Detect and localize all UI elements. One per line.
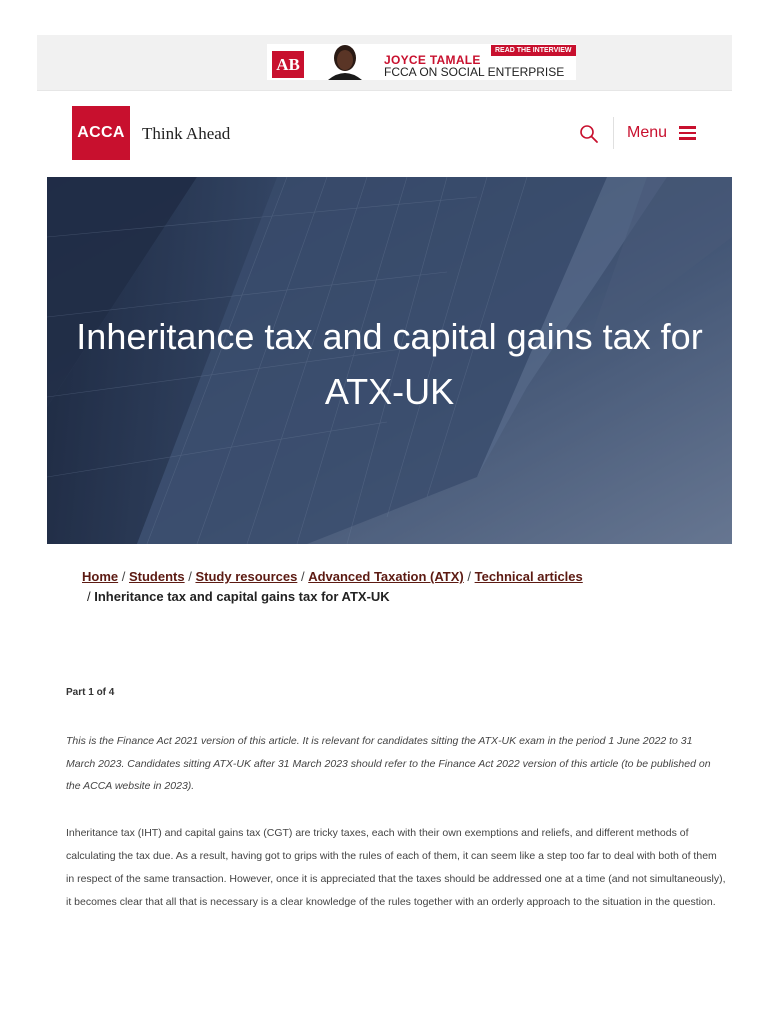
- hero-banner: [47, 177, 732, 544]
- site-header: [37, 90, 732, 177]
- breadcrumb-current-label: Inheritance tax and capital gains tax for ATX-UK: [94, 589, 390, 604]
- breadcrumb-separator: /: [121, 569, 129, 584]
- ad-subtitle: FCCA ON SOCIAL ENTERPRISE: [384, 65, 565, 79]
- breadcrumb-separator: /: [467, 569, 475, 584]
- ad-portrait: [322, 44, 368, 80]
- menu-label: Menu: [627, 124, 668, 141]
- article-paragraph: Inheritance tax (IHT) and capital gains tax (CGT) are tricky taxes, each with their own exemptions and reliefs, and different methods of calculating the tax due. As a result, having got to grips with the rules of each of them, it can seem like a step too far to deal with both of them in respect of the same transaction. However, once it is appreciated that the taxes should be addressed one at a time (and not simultaneously), it becomes clear that all that is necessary is a clear knowledge of the rules together with an orderly approach to the situation in the question.: [66, 827, 726, 908]
- menu-button[interactable]: [627, 121, 696, 145]
- ad-name: JOYCE TAMALE: [384, 53, 481, 67]
- header-divider: [613, 117, 614, 149]
- hamburger-menu-icon: [679, 126, 696, 140]
- ad-banner-strip: [37, 35, 732, 90]
- breadcrumb-technical-articles[interactable]: Technical articles: [474, 569, 583, 584]
- page-title: Inheritance tax and capital gains tax for ATX-UK: [76, 316, 703, 412]
- search-icon[interactable]: [579, 124, 599, 144]
- tagline: Think Ahead: [142, 124, 231, 143]
- ad-cta-button[interactable]: READ THE INTERVIEW: [491, 45, 576, 56]
- breadcrumb-advanced-taxation[interactable]: Advanced Taxation (ATX): [308, 569, 464, 584]
- ad-banner[interactable]: [267, 44, 576, 80]
- ab-logo: AB: [272, 51, 304, 78]
- breadcrumb: [82, 565, 682, 589]
- article-part-indicator: Part 1 of 4: [66, 687, 115, 698]
- breadcrumb-current: [87, 589, 390, 604]
- breadcrumb-home[interactable]: Home: [82, 569, 119, 584]
- breadcrumb-separator: /: [300, 569, 309, 584]
- breadcrumb-study-resources[interactable]: Study resources: [195, 569, 298, 584]
- breadcrumb-students[interactable]: Students: [128, 569, 185, 584]
- article-intro: This is the Finance Act 2021 version of this article. It is relevant for candidates sitting the ATX-UK exam in the period 1 June 2022 to 31 March 2023. Candidates sitting ATX-UK after 31 March 2023 should refer to the Finance Act 2022 version of this article (to be published on the ACCA website in 2023).: [66, 735, 711, 792]
- acca-logo[interactable]: ACCA: [72, 106, 130, 160]
- breadcrumb-separator: /: [188, 569, 196, 584]
- breadcrumb-separator: /: [87, 589, 95, 604]
